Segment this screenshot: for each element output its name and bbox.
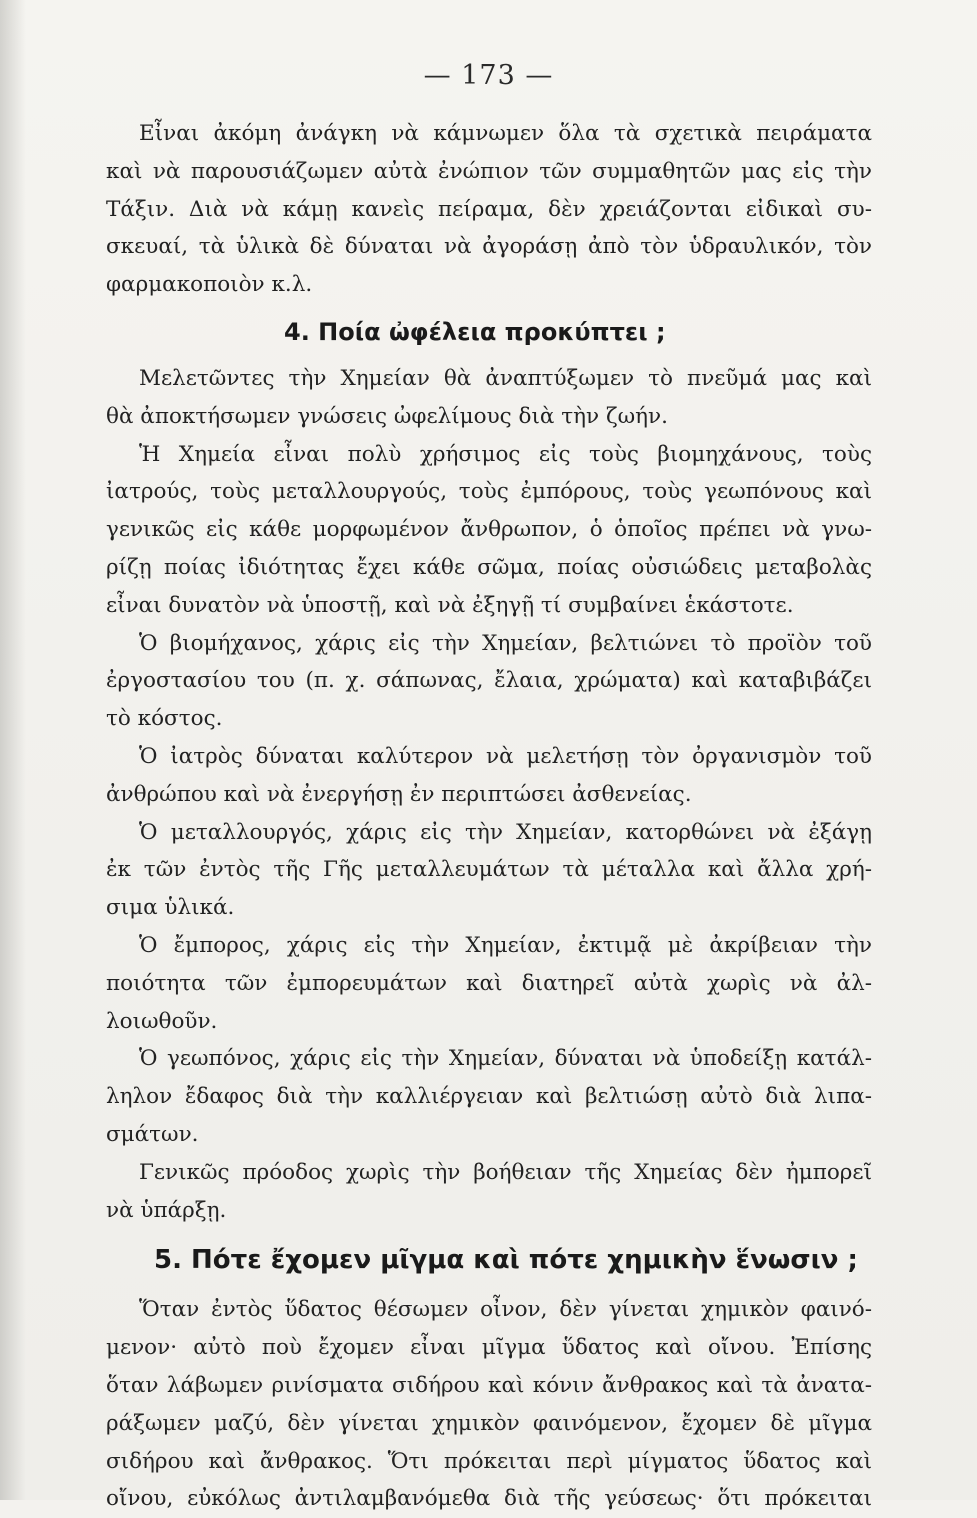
text-line: ἰατρούς, τοὺς μεταλλουργούς, τοὺς ἐμπόρους, τοὺς γεωπόνους καὶ <box>106 479 872 505</box>
text-line: ποιότητα τῶν ἐμπορευμάτων καὶ διατηρεῖ αὐτὰ χωρὶς νὰ ἀλ- <box>106 970 872 996</box>
text-line: φαρμακοποιὸν κ.λ. <box>106 272 313 298</box>
text-line: νὰ ὑπάρξῃ. <box>106 1197 227 1223</box>
text-line: ληλον ἔδαφος διὰ τὴν καλλιέργειαν καὶ βελτιώσῃ αὐτὸ διὰ λιπα- <box>106 1084 872 1110</box>
text-line: ρίζῃ ποίας ἰδιότητας ἔχει κάθε σῶμα, ποίας οὐσιώδεις μεταβολὰς <box>106 554 872 580</box>
text-line: Ὁ βιομήχανος, χάρις εἰς τὴν Χημείαν, βελτιώνει τὸ προϊὸν τοῦ <box>139 630 872 656</box>
text-line: Ὁ μεταλλουργός, χάρις εἰς τὴν Χημείαν, κατορθώνει νὰ ἐξάγῃ <box>139 819 872 845</box>
text-line: ἐκ τῶν ἐντὸς τῆς Γῆς μεταλλευμάτων τὰ μέταλλα καὶ ἄλλα χρή- <box>106 857 872 883</box>
text-line: σμάτων. <box>106 1121 199 1147</box>
text-line: ἐργοστασίου του (π. χ. σάπωνας, ἔλαια, χρώματα) καὶ καταβιβάζει <box>106 668 872 694</box>
text-line: Ὁ ἰατρὸς δύναται καλύτερον νὰ μελετήσῃ τὸν ὀργανισμὸν τοῦ <box>139 743 872 769</box>
text-line: Γενικῶς πρόοδος χωρὶς τὴν βοήθειαν τῆς Χημείας δὲν ἠμπορεῖ <box>139 1159 872 1185</box>
text-line: Μελετῶντες τὴν Χημείαν θὰ ἀναπτύξωμεν τὸ πνεῦμά μας καὶ <box>139 365 872 391</box>
text-line: σκευαί, τὰ ὑλικὰ δὲ δύναται νὰ ἀγοράσῃ ἀπὸ τὸν ὑδραυλικόν, τὸν <box>106 234 872 260</box>
text-line: τὸ κόστος. <box>106 706 223 732</box>
text-line: Ὁ γεωπόνος, χάρις εἰς τὴν Χημείαν, δύναται νὰ ὑποδείξῃ κατάλ- <box>139 1046 872 1072</box>
section-heading: 4. Ποία ὠφέλεια προκύπτει ; <box>284 317 666 346</box>
text-line: θὰ ἀποκτήσωμεν γνώσεις ὠφελίμους διὰ τὴν ζωήν. <box>106 403 668 429</box>
text-line: Εἶναι ἀκόμη ἀνάγκη νὰ κάμνωμεν ὅλα τὰ σχετικὰ πειράματα <box>139 121 872 146</box>
text-line: σιμα ὑλικά. <box>106 895 235 921</box>
text-line: γενικῶς εἰς κάθε μορφωμένον ἄνθρωπον, ὁ ὁποῖος πρέπει νὰ γνω- <box>106 517 872 543</box>
text-line: Ὅταν ἐντὸς ὕδατος θέσωμεν οἶνον, δὲν γίνεται χημικὸν φαινό- <box>139 1297 872 1323</box>
text-line: σιδήρου καὶ ἄνθρακος. Ὅτι πρόκειται περὶ μίγματος ὕδατος καὶ <box>106 1448 872 1474</box>
text-line: ράξωμεν μαζύ, δὲν γίνεται χημικὸν φαινόμενον, ἔχομεν δὲ μῖγμα <box>106 1410 872 1436</box>
text-line: λοιωθοῦν. <box>106 1008 218 1034</box>
text-line: Ὁ ἔμπορος, χάρις εἰς τὴν Χημείαν, ἐκτιμᾷ μὲ ἀκρίβειαν τὴν <box>139 932 872 958</box>
text-line: εἶναι δυνατὸν νὰ ὑποστῇ, καὶ νὰ ἐξηγῇ τί συμβαίνει ἑκάστοτε. <box>106 592 794 618</box>
page-number: — 173 — <box>423 60 554 91</box>
page-body <box>106 115 872 1518</box>
text-line: καὶ νὰ παρουσιάζωμεν αὐτὰ ἐνώπιον τῶν συμμαθητῶν μας εἰς τὴν <box>106 158 872 184</box>
binding-shadow <box>0 0 26 1500</box>
section-heading: 5. Πότε ἔχομεν μῖγμα καὶ πότε χημικὴν ἕνωσιν ; <box>154 1245 858 1276</box>
text-line: μενον· αὐτὸ ποὺ ἔχομεν εἶναι μῖγμα ὕδατος καὶ οἴνου. Ἐπίσης <box>106 1335 872 1361</box>
text-line: Τάξιν. Διὰ νὰ κάμῃ κανεὶς πείραμα, δὲν χρειάζονται εἰδικαὶ συ- <box>106 196 872 222</box>
text-line: ἀνθρώπου καὶ νὰ ἐνεργήσῃ ἐν περιπτώσει ἀσθενείας. <box>106 781 692 807</box>
text-line: ὅταν λάβωμεν ρινίσματα σιδήρου καὶ κόνιν ἄνθρακος καὶ τὰ ἀνατα- <box>106 1372 872 1398</box>
text-line: Ἡ Χημεία εἶναι πολὺ χρήσιμος εἰς τοὺς βιομηχάνους, τοὺς <box>139 441 872 467</box>
text-line: οἴνου, εὐκόλως ἀντιλαμβανόμεθα διὰ τῆς γεύσεως· ὅτι πρόκειται <box>106 1486 872 1512</box>
